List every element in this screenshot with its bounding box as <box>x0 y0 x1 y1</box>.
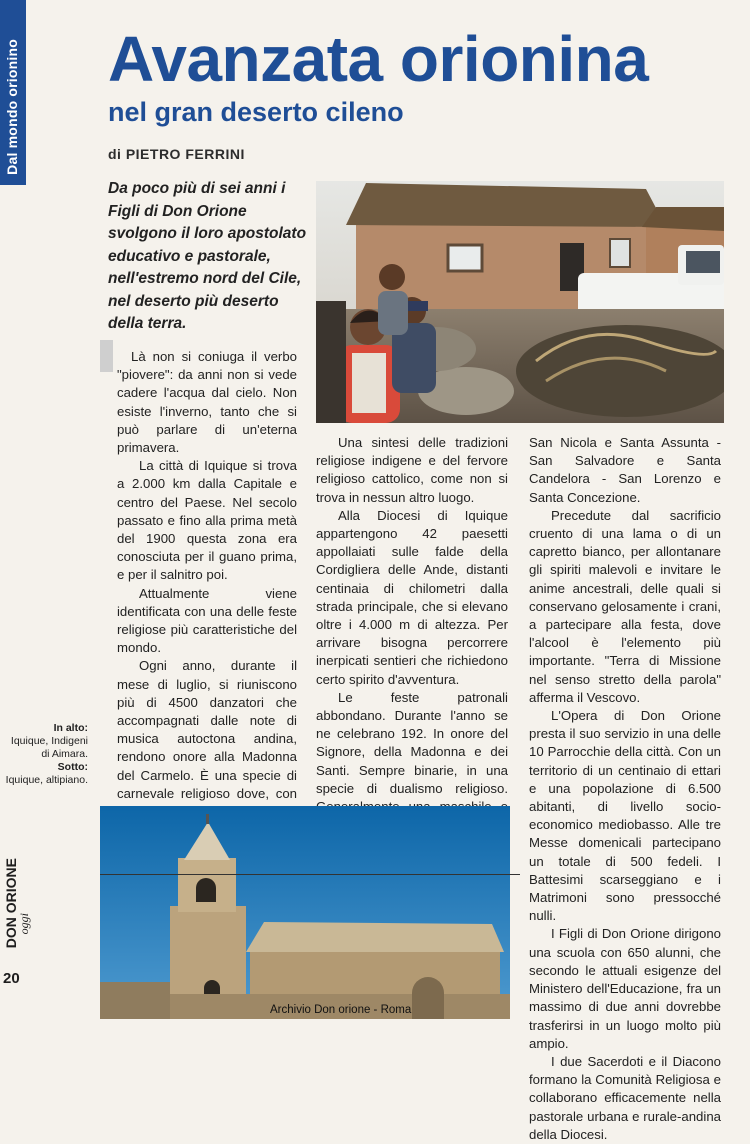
page-number: 20 <box>3 970 20 987</box>
article-title: Avanzata orionina <box>108 23 649 95</box>
photo-aimara-children <box>316 181 724 423</box>
lead-paragraph: Da poco più di sei anni i Figli di Don Orione svolgono il loro apostolato educativo e pastorale, nell'estremo nord del Cile, nel deserto più deserto della terra. <box>108 180 307 332</box>
brand-name: DON ORIONE <box>3 857 19 948</box>
paragraph: La città di Iquique si trova a 2.000 km dalla Capitale e centro del Paese. Nel secolo passato e fino alla prima metà del 1900 questa zona era conosciuta per il guano prima, e per il salnitro poi. <box>117 458 297 583</box>
paragraph: Là non si coniuga il verbo "piovere": da anni non si vede cadere l'acqua dal cielo. Non esiste l'inverno, tanto che si può parlare di un'eterna primavera. <box>117 349 297 456</box>
magazine-brand <box>1 848 31 948</box>
paragraph: I Figli di Don Orione dirigono una scuola con 650 alunni, che secondo le attuali esigenze del Ministero dell'Educazione, fra un massimo di due anni dovrebbe trasferirsi in un luogo molto più ampio. <box>529 926 721 1051</box>
caption-bottom-label: Sotto: <box>57 761 88 773</box>
column-3 <box>529 434 721 1144</box>
section-label: Dal mondo orionino <box>4 39 20 175</box>
paragraph: Alla Diocesi di Iquique appartengono 42 paesetti appollaiati sulle falde della Cordigliera delle Ande, distanti centinaia di chilometri dalla strada principale, che si elevano oltre i 4.000 m di altezza. Per arrivare bisogna percorrere inerpicati sentieri che richiedono certo spirito d'avventura. <box>316 507 508 687</box>
brand-sub: oggi <box>17 912 31 934</box>
drop-cap-bar <box>100 340 113 372</box>
paragraph: I due Sacerdoti e il Diacono formano la Comunità Religiosa e collaborano efficacemente nella pastorale urbana e rurale-andina della Diocesi. <box>529 1053 721 1142</box>
photo-aimara-children-image <box>316 181 724 423</box>
caption-top-label: In alto: <box>53 722 88 734</box>
photo-altiplano-church <box>100 806 510 1019</box>
paragraph: Le feste patronali abbondano. Durante l'anno se ne celebrano 192. In onore del Signore, della Madonna e dei Santi. Sempre binarie, in una specie di dualismo religioso. <box>316 689 508 796</box>
divider-line <box>100 874 520 875</box>
paragraph: Precedute dal sacrificio cruento di una lama o di un capretto bianco, per allontanare gli spiriti malevoli e invitare le anime ancestrali, delle quali si conservano gelosamente i crani, a partecipare alla festa, dove l'alcool è l'elemento più importante. "Terra di Missione nel senso stretto della parola" afferma il Vescovo. <box>529 507 721 705</box>
byline: di PIETRO FERRINI <box>108 146 245 162</box>
caption-top-text: Iquique, Indigeni di Aimara. <box>10 735 88 760</box>
article-subtitle: nel gran deserto cileno <box>108 97 404 127</box>
paragraph: Una sintesi delle tradizioni religiose indigene e del fervore religioso cattolico, come non si trova in nessun altro luogo. <box>316 435 508 505</box>
paragraph: Attualmente viene identificata con una delle feste religiose più caratteristiche del mondo. <box>117 585 297 656</box>
paragraph: Ogni anno, durante il mese di luglio, si riuniscono più di 4500 danzatori che accompagnati dalle note di musica autoctona andina, rendono onore alla Madonna del Carmelo. È una specie di carnevale religioso dove, con <box>117 658 297 801</box>
caption-bottom-text: Iquique, altipiano. <box>5 774 88 786</box>
section-tab <box>0 0 26 185</box>
photo-caption <box>0 722 88 787</box>
paragraph: L'Opera di Don Orione presta il suo servizio in una delle 10 Parrocchie della città. Con un territorio di un centinaio di ettari e una popolazione di 6.500 abitanti, di livello socio-economico mediobasso. Alle tre Messe domenicali partecipano un totale di 500 fedeli. I Battesimi scarseggiano e i Matrimoni sono pressocché nulli. <box>529 708 721 924</box>
paragraph: San Nicola e Santa Assunta - San Salvadore e Santa Candelora - San Lorenzo e Santa Concezione. <box>529 435 721 505</box>
photo-altiplano-church-image <box>100 806 510 1019</box>
archive-credit: Archivio Don orione - Roma <box>270 1004 412 1016</box>
